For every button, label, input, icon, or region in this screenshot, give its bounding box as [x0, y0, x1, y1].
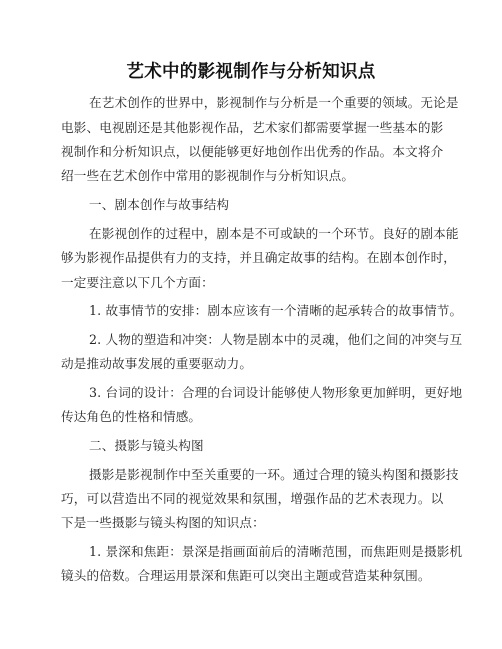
list-item: 镜头的倍数。合理运用景深和焦距可以突出主题或营造某种氛围。	[61, 568, 431, 583]
paragraph-line: 下是一些摄影与镜头构图的知识点：	[61, 515, 265, 530]
section-heading: 一、剧本创作与故事结构	[89, 197, 230, 212]
list-item: 3. 台词的设计：合理的台词设计能够使人物形象更加鲜明，更好地	[89, 385, 463, 400]
intro-line: 在艺术创作的世界中，影视制作与分析是一个重要的领域。无论是	[89, 95, 459, 110]
list-item: 1. 故事情节的安排：剧本应该有一个清晰的起承转合的故事情节。	[89, 303, 463, 318]
paragraph-line: 够为影视作品提供有力的支持，并且确定故事的结构。在剧本创作时，	[61, 250, 457, 265]
section-heading: 二、摄影与镜头构图	[89, 438, 204, 453]
paragraph-line: 摄影是影视制作中至关重要的一环。通过合理的镜头构图和摄影技	[89, 467, 459, 482]
list-item: 2. 人物的塑造和冲突：人物是剧本中的灵魂，他们之间的冲突与互	[89, 332, 463, 347]
list-item: 1. 景深和焦距：景深是指画面前后的清晰范围，而焦距则是摄影机	[89, 544, 463, 559]
paragraph-line: 在影视创作的过程中，剧本是不可或缺的一个环节。良好的剧本能	[89, 226, 459, 241]
intro-line: 绍一些在艺术创作中常用的影视制作与分析知识点。	[61, 168, 355, 183]
paragraph-line: 巧，可以营造出不同的视觉效果和氛围，增强作品的艺术表现力。以	[61, 491, 444, 506]
intro-line: 电影、电视剧还是其他影视作品，艺术家们都需要掌握一些基本的影	[61, 120, 444, 135]
list-item: 动是推动故事发展的重要驱动力。	[61, 356, 253, 371]
intro-line: 视制作和分析知识点，以便能够更好地创作出优秀的作品。本文将介	[61, 144, 444, 159]
document-title: 艺术中的影视制作与分析知识点	[126, 62, 376, 82]
list-item: 传达角色的性格和情感。	[61, 409, 202, 424]
paragraph-line: 一定要注意以下几个方面：	[61, 275, 214, 290]
